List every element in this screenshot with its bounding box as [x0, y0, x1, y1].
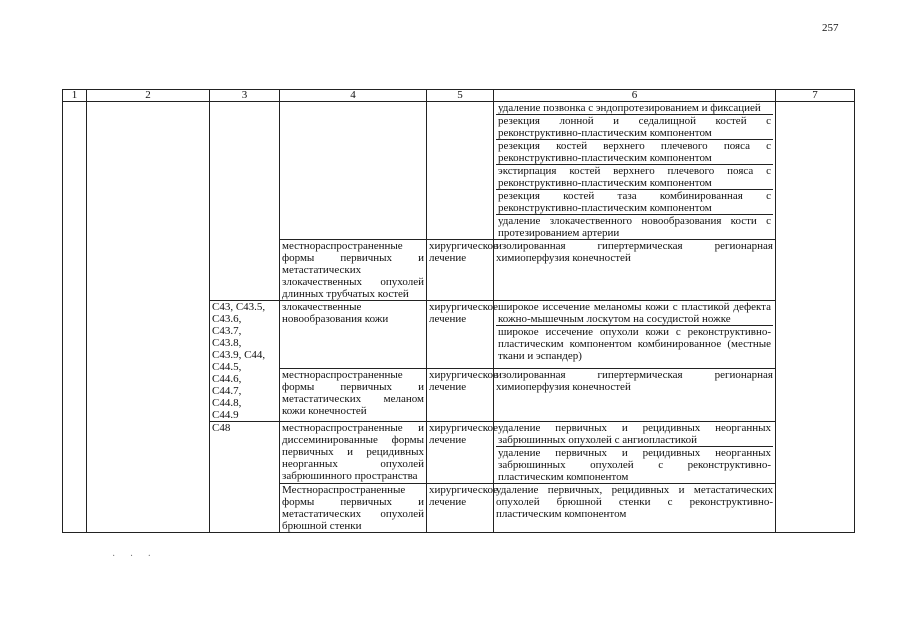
cell-model: местнораспространенные формы первичных и метастатических меланом кожи конечностей [280, 368, 427, 421]
cell-model: местнораспространенные формы первичных и метастатических злокачественных опухолей длинных трубчатых костей [280, 240, 427, 301]
header-col-1: 1 [63, 90, 87, 102]
header-col-3: 3 [210, 90, 280, 102]
method-item: удаление злокачественного новообразования кости с протезированием артерии [498, 215, 771, 239]
cell-methods [494, 422, 776, 484]
cell-treatment: хирургическое лечение [427, 240, 494, 301]
cell-methods [494, 102, 776, 240]
method-item: широкое иссечение опухоли кожи с реконструктивно-пластическим компонентом комбинированное (местные ткани и эспандер) [498, 326, 771, 362]
cell-methods [494, 301, 776, 369]
cell-model: злокачественные новообразования кожи [280, 301, 427, 369]
cell-profile [87, 102, 210, 533]
method-item: удаление первичных и рецидивных неорганных забрюшинных опухолей с ангиопластикой [498, 422, 771, 446]
cell-method: удаление первичных, рецидивных и метастатических опухолей брюшной стенки с реконструктивно-пластическим компонентом [494, 484, 776, 533]
cell-method: изолированная гипертермическая регионарная химиоперфузия конечностей [494, 240, 776, 301]
cell-treatment [427, 102, 494, 240]
cell-treatment: хирургическое лечение [427, 301, 494, 369]
medical-procedures-table [62, 89, 855, 533]
cell-codes [210, 102, 280, 301]
method-item: резекция костей верхнего плечевого пояса с реконструктивно-пластическим компонентом [498, 140, 771, 164]
method-item: резекция костей таза комбинированная с реконструктивно-пластическим компонентом [498, 190, 771, 214]
table-row [63, 102, 855, 240]
header-col-6: 6 [494, 90, 776, 102]
margin-marks: · · · [112, 551, 157, 562]
cell-method: изолированная гипертермическая регионарная химиоперфузия конечностей [494, 368, 776, 421]
cell-number [63, 102, 87, 533]
header-col-7: 7 [776, 90, 855, 102]
header-row [63, 90, 855, 102]
header-col-2: 2 [87, 90, 210, 102]
method-item: широкое иссечение меланомы кожи с пластикой дефекта кожно-мышечным лоскутом на сосудистой ножке [498, 301, 771, 325]
cell-treatment: хирургическое лечение [427, 368, 494, 421]
page-number: 257 [822, 22, 839, 34]
cell-model: местнораспространенные и диссеминированные формы первичных и рецидивных неорганных опухолей забрюшинного пространства [280, 422, 427, 484]
cell-codes: С43, С43.5, С43.6, С43.7, С43.8, С43.9, С44, С44.5, С44.6, С44.7, С44.8, С44.9 [210, 301, 280, 422]
header-col-5: 5 [427, 90, 494, 102]
cell-model: Местнораспространенные формы первичных и метастатических опухолей брюшной стенки [280, 484, 427, 533]
cell-codes: С48 [210, 422, 280, 533]
cell-notes [776, 102, 855, 533]
method-item: удаление первичных и рецидивных неорганных забрюшинных опухолей с реконструктивно-пластическим компонентом [498, 447, 771, 483]
method-item: удаление позвонка с эндопротезированием и фиксацией [498, 102, 761, 114]
cell-model [280, 102, 427, 240]
cell-treatment: хирургическое лечение [427, 422, 494, 484]
header-col-4: 4 [280, 90, 427, 102]
method-item: экстирпация костей верхнего плечевого пояса с реконструктивно-пластическим компонентом [498, 165, 771, 189]
method-item: резекция лонной и седалищной костей с реконструктивно-пластическим компонентом [498, 115, 771, 139]
cell-treatment: хирургическое лечение [427, 484, 494, 533]
